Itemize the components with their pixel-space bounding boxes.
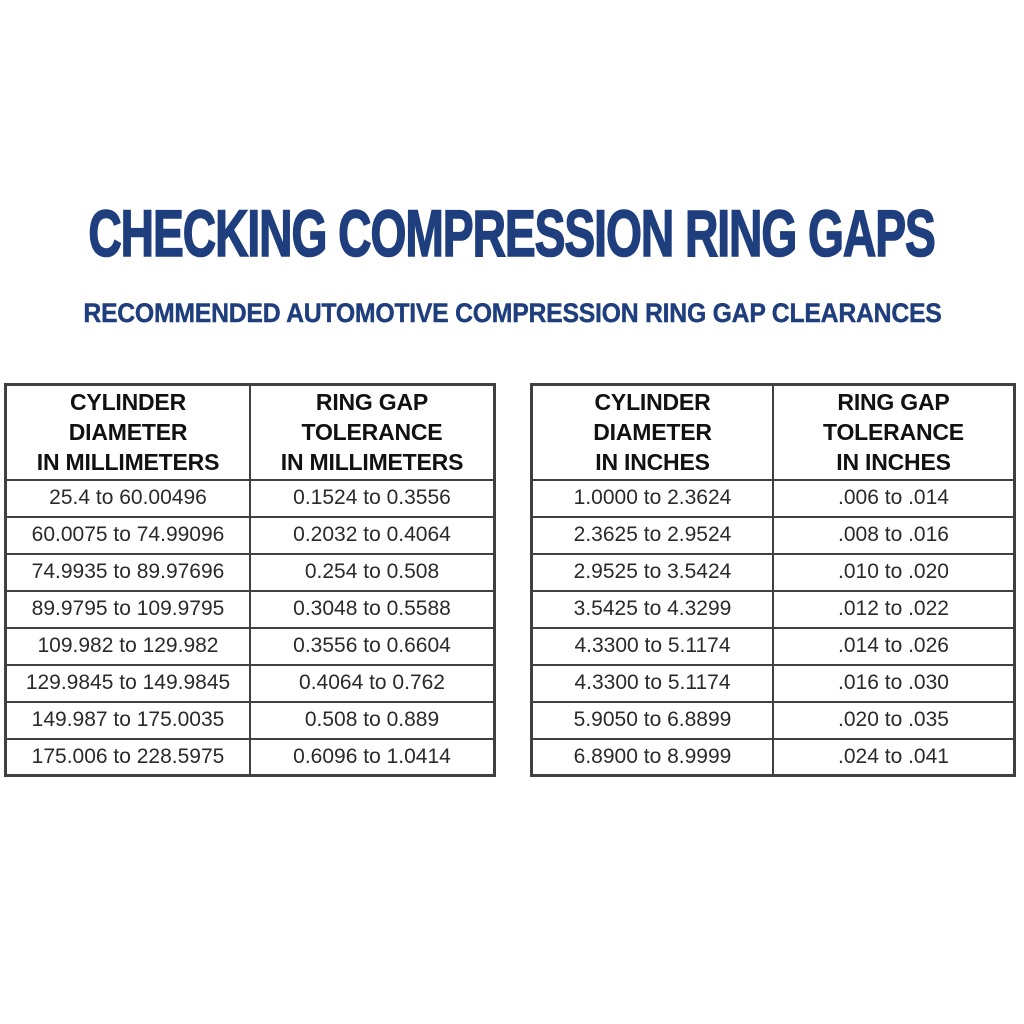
column-header-line: CYLINDER bbox=[70, 389, 186, 416]
column-header-line: IN INCHES bbox=[836, 449, 951, 476]
column-header-line: CYLINDER bbox=[594, 389, 711, 416]
table-cell: 3.5425 to 4.3299 bbox=[532, 591, 774, 628]
table-cell: .020 to .035 bbox=[773, 702, 1015, 739]
table-cell: 4.3300 to 5.1174 bbox=[532, 665, 774, 702]
column-header-line: DIAMETER bbox=[68, 419, 188, 446]
table-cell: 1.0000 to 2.3624 bbox=[532, 480, 774, 517]
table-cell: .014 to .026 bbox=[773, 628, 1015, 665]
table-row bbox=[6, 554, 495, 591]
table-row bbox=[6, 665, 495, 702]
table-row bbox=[6, 628, 495, 665]
column-header bbox=[250, 385, 495, 480]
table-cell: .006 to .014 bbox=[773, 480, 1015, 517]
table-row bbox=[532, 517, 1015, 554]
table-cell: 0.2032 to 0.4064 bbox=[250, 517, 495, 554]
table-cell: 0.6096 to 1.0414 bbox=[250, 739, 495, 776]
table-cell: .016 to .030 bbox=[773, 665, 1015, 702]
page-title bbox=[0, 194, 1024, 272]
table-cell: 5.9050 to 6.8899 bbox=[532, 702, 774, 739]
table-cell: 0.1524 to 0.3556 bbox=[250, 480, 495, 517]
table-row bbox=[532, 628, 1015, 665]
table-cell: 2.9525 to 3.5424 bbox=[532, 554, 774, 591]
table-row bbox=[532, 591, 1015, 628]
table-cell: 0.4064 to 0.762 bbox=[250, 665, 495, 702]
table-cell: 149.987 to 175.0035 bbox=[6, 702, 251, 739]
table-cell: 4.3300 to 5.1174 bbox=[532, 628, 774, 665]
table-cell: 0.3048 to 0.5588 bbox=[250, 591, 495, 628]
inches-table bbox=[530, 383, 1016, 777]
table-cell: .010 to .020 bbox=[773, 554, 1015, 591]
table-row bbox=[532, 554, 1015, 591]
table-cell: .024 to .041 bbox=[773, 739, 1015, 776]
table-row bbox=[6, 702, 495, 739]
page-subtitle bbox=[0, 296, 1024, 330]
table-row bbox=[6, 517, 495, 554]
table-cell: 25.4 to 60.00496 bbox=[6, 480, 251, 517]
column-header-line: IN MILLIMETERS bbox=[36, 449, 220, 476]
table-cell: 0.254 to 0.508 bbox=[250, 554, 495, 591]
table-row bbox=[532, 665, 1015, 702]
table-row bbox=[6, 739, 495, 776]
table-cell: 0.508 to 0.889 bbox=[250, 702, 495, 739]
table-cell: .012 to .022 bbox=[773, 591, 1015, 628]
table-row bbox=[6, 480, 495, 517]
column-header-line: RING GAP bbox=[837, 389, 950, 416]
page-subtitle-text: RECOMMENDED AUTOMOTIVE COMPRESSION RING GAP CLEARANCES bbox=[82, 297, 942, 328]
tables-section bbox=[0, 383, 1024, 803]
table-cell: 175.006 to 228.5975 bbox=[6, 739, 251, 776]
table-row bbox=[6, 591, 495, 628]
column-header-line: RING GAP bbox=[315, 389, 429, 416]
table-row bbox=[532, 480, 1015, 517]
column-header-line: IN MILLIMETERS bbox=[280, 449, 464, 476]
column-header bbox=[773, 385, 1015, 480]
header-row bbox=[532, 385, 1015, 480]
table-cell: 2.3625 to 2.9524 bbox=[532, 517, 774, 554]
table-cell: 60.0075 to 74.99096 bbox=[6, 517, 251, 554]
table-cell: 6.8900 to 8.9999 bbox=[532, 739, 774, 776]
column-header-line: IN INCHES bbox=[595, 449, 710, 476]
column-header bbox=[532, 385, 774, 480]
header-row bbox=[6, 385, 495, 480]
table-cell: .008 to .016 bbox=[773, 517, 1015, 554]
table-row bbox=[532, 702, 1015, 739]
millimeters-table bbox=[4, 383, 496, 777]
column-header-line: TOLERANCE bbox=[823, 419, 964, 446]
table-cell: 0.3556 to 0.6604 bbox=[250, 628, 495, 665]
column-header-line: TOLERANCE bbox=[301, 419, 443, 446]
table-cell: 89.9795 to 109.9795 bbox=[6, 591, 251, 628]
page-title-text: CHECKING COMPRESSION RING GAPS bbox=[88, 196, 936, 270]
table-cell: 109.982 to 129.982 bbox=[6, 628, 251, 665]
column-header bbox=[6, 385, 251, 480]
table-row bbox=[532, 739, 1015, 776]
table-cell: 129.9845 to 149.9845 bbox=[6, 665, 251, 702]
column-header-line: DIAMETER bbox=[593, 419, 712, 446]
table-cell: 74.9935 to 89.97696 bbox=[6, 554, 251, 591]
